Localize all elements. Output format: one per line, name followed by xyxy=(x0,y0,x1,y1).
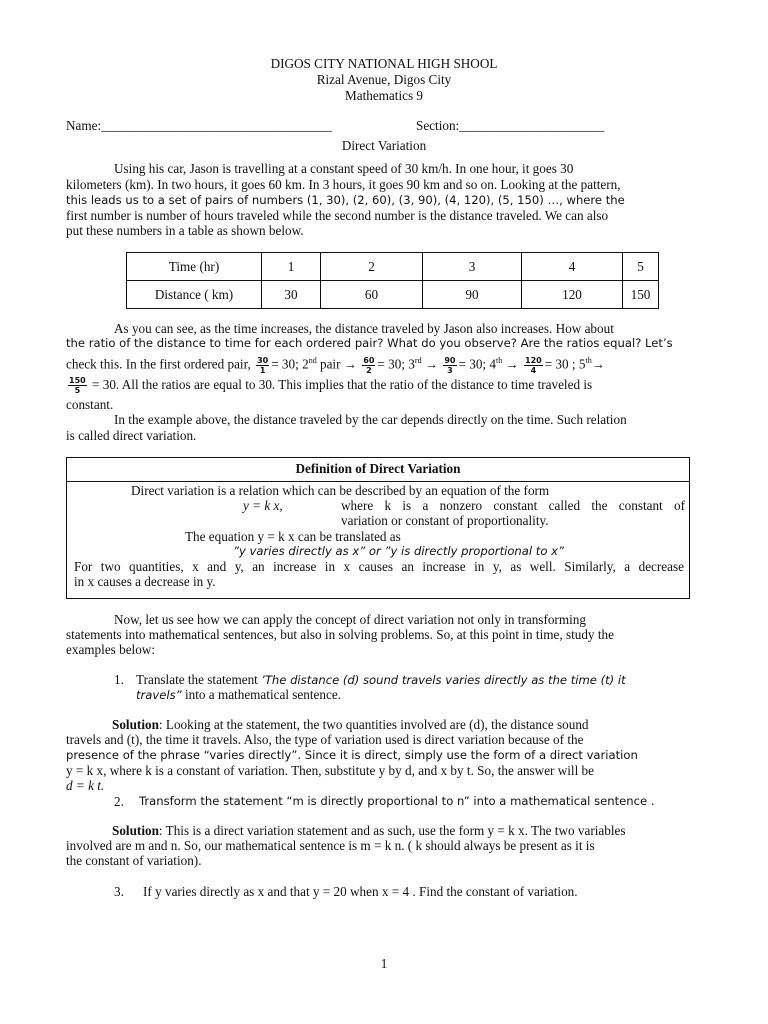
table-cell: Time (hr) xyxy=(127,253,262,281)
table-cell: 90 xyxy=(423,281,522,309)
example-number: 3. xyxy=(114,884,124,899)
example-text: Translate the statement xyxy=(136,672,258,687)
section-field[interactable]: Section:______________________ xyxy=(416,118,605,133)
solution-1-line-4: y = k x, where k is a constant of variation. Then, substitute y by d, and x by t. So, the answer will be xyxy=(66,763,595,778)
ratio-line-1: As you can see, as the time increases, the distance traveled by Jason also increases. How about xyxy=(114,321,614,336)
definition-quote: ”y varies directly as x” or ”y is directly proportional to x” xyxy=(233,544,564,558)
example-3-statement: If y varies directly as x and that y = 20 when x = 4 . Find the constant of variation. xyxy=(143,884,578,899)
example-number: 1. xyxy=(114,672,124,687)
example-2-statement: Transform the statement “m is directly proportional to n” into a mathematical sentence . xyxy=(139,794,655,808)
fraction-90-3: $\frac{90}{3}$ xyxy=(444,355,456,375)
example-line-2: is called direct variation. xyxy=(66,428,197,443)
solution-2-line-1 xyxy=(66,823,702,839)
ratio-text: check this. In the first ordered pair, xyxy=(66,356,251,372)
fraction-60-2: $\frac{60}{2}$ xyxy=(363,355,375,375)
solution-text: : This is a direct variation statement and as such, use the form y = k x. The two variables xyxy=(158,823,626,838)
school-name: DIGOS CITY NATIONAL HIGH SHOOL xyxy=(270,56,498,71)
example-text: into a mathematical sentence. xyxy=(181,687,341,702)
definition-line: For two quantities, x and y, an increase in x causes an increase in y, as well. Similarly, a decrease xyxy=(74,559,684,574)
name-field[interactable]: Name:___________________________________ xyxy=(66,118,332,133)
table-cell: 30 xyxy=(262,281,321,309)
definition-line: Direct variation is a relation which can be described by an equation of the form xyxy=(131,483,550,498)
apply-line-1: Now, let us see how we can apply the concept of direct variation not only in transforming xyxy=(114,612,586,627)
table-row xyxy=(127,253,659,281)
subject-title: Mathematics 9 xyxy=(344,88,423,103)
intro-line-3: this leads us to a set of pairs of numbers (1, 30), (2, 60), (3, 90), (4, 120), (5, 150) …, where the xyxy=(66,193,625,207)
solution-label: Solution xyxy=(112,823,159,838)
apply-line-3: examples below: xyxy=(66,642,155,657)
ratio-line-2: the ratio of the distance to time for each ordered pair? What do you observe? Are the ratios equal? Let’s xyxy=(66,336,673,350)
table-cell: 3 xyxy=(423,253,522,281)
table-cell: 60 xyxy=(321,281,423,309)
solution-1-line-3: presence of the phrase “varies directly”. Since it is direct, simply use the form of a direct variation xyxy=(66,748,638,762)
ratio-line-3: check this. In the first ordered pair, $\frac{30}{1}$ = 30; 2nd pair → $\frac{60}{2}$ = 30; 3rd → $\frac{90}{3}$ = 30; 4th → $\frac{120}{4}$ = 30 ; 5th→ xyxy=(66,355,605,375)
apply-line-2: statements into mathematical sentences, but also in solving problems. So, at this point in time, study the xyxy=(66,627,614,642)
table-row xyxy=(127,281,659,309)
ratio-line-5: constant. xyxy=(66,397,114,412)
example-quote: ’The distance (d) sound travels varies directly as the time (t) it xyxy=(261,673,626,687)
table-cell: 150 xyxy=(623,281,659,309)
school-address: Rizal Avenue, Digos City xyxy=(316,72,452,87)
fraction-30-1: $\frac{30}{1}$ xyxy=(257,355,269,375)
intro-line-1: Using his car, Jason is travelling at a constant speed of 30 km/h. In one hour, it goes 30 xyxy=(114,161,574,176)
example-quote: travels” xyxy=(136,688,182,702)
fraction-120-4: $\frac{120}{4}$ xyxy=(525,355,542,375)
example-1-statement xyxy=(136,672,626,688)
example-1-statement-2 xyxy=(136,687,341,703)
intro-line-5: put these numbers in a table as shown below. xyxy=(66,223,304,238)
definition-translation: The equation y = k x can be translated as xyxy=(185,529,401,544)
table-cell: 2 xyxy=(321,253,423,281)
page-number: 1 xyxy=(380,956,388,971)
ratio-text: = 30. All the ratios are equal to 30. This implies that the ratio of the distance to time traveled is xyxy=(92,377,593,392)
solution-2-line-2: involved are m and n. So, our mathematical sentence is m = k n. ( k should always be present as it is xyxy=(66,838,595,853)
example-number: 2. xyxy=(114,794,124,809)
solution-1-line-2: travels and (t), the time it travels. Also, the type of variation used is direct variation because of the xyxy=(66,732,584,747)
fraction-150-5: $\frac{150}{5}$ xyxy=(69,376,86,396)
solution-1-line-1 xyxy=(66,717,702,733)
example-line-1: In the example above, the distance traveled by the car depends directly on the time. Such relation xyxy=(114,412,627,427)
intro-line-4: first number is number of hours traveled while the second number is the distance traveled. We can also xyxy=(66,208,609,223)
table-cell: 4 xyxy=(522,253,623,281)
definition-line: in x causes a decrease in y. xyxy=(74,574,216,589)
solution-1-line-5: d = k t. xyxy=(66,778,105,793)
time-distance-table xyxy=(126,252,659,309)
ratio-line-4 xyxy=(66,375,702,395)
solution-text: : Looking at the statement, the two quantities involved are (d), the distance sound xyxy=(158,717,589,732)
page-title: Direct Variation xyxy=(341,138,427,153)
definition-where: where k is a nonzero constant called the constant of xyxy=(341,498,685,513)
table-cell: Distance ( km) xyxy=(127,281,262,309)
definition-heading: Definition of Direct Variation xyxy=(67,458,689,482)
solution-label: Solution xyxy=(112,717,159,732)
table-cell: 120 xyxy=(522,281,623,309)
table-cell: 5 xyxy=(623,253,659,281)
definition-box xyxy=(66,457,690,599)
table-cell: 1 xyxy=(262,253,321,281)
definition-equation: y = k x, xyxy=(243,498,283,513)
definition-where-2: variation or constant of proportionality. xyxy=(341,513,549,528)
solution-2-line-3: the constant of variation). xyxy=(66,853,202,868)
intro-line-2: kilometers (km). In two hours, it goes 60 km. In 3 hours, it goes 90 km and so on. Looking at the pattern, xyxy=(66,177,621,192)
